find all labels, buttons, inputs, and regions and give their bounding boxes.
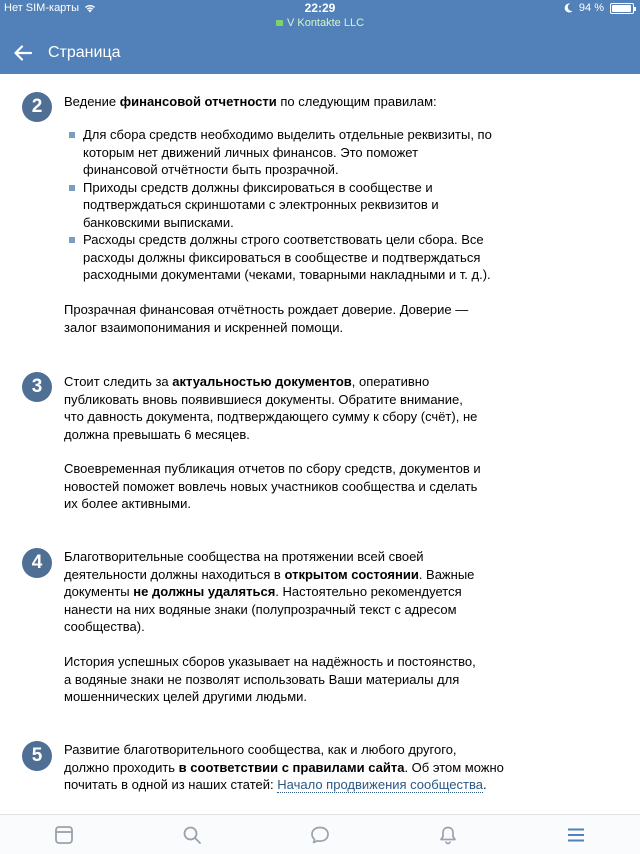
page-title: Страница	[48, 44, 121, 61]
status-bar	[0, 0, 640, 16]
text: Ведение	[64, 94, 120, 109]
messages-icon	[310, 825, 330, 845]
step-number-2: 2	[22, 92, 52, 122]
bold-text: не должны удаляться	[133, 584, 276, 599]
text: .	[482, 777, 487, 792]
battery-percent: 94 %	[578, 2, 604, 14]
section-5-paragraph-1	[64, 741, 504, 794]
news-icon	[54, 825, 74, 845]
step-number-4: 4	[22, 548, 52, 578]
tab-messages[interactable]	[300, 815, 340, 854]
section-2-bullet-list	[64, 126, 494, 284]
lock-icon	[276, 20, 283, 26]
notifications-icon	[438, 825, 458, 845]
tab-news[interactable]	[44, 815, 84, 854]
bottom-tab-bar	[0, 814, 640, 854]
battery-fill	[612, 5, 631, 12]
bold-text: открытом состоянии	[284, 566, 419, 582]
battery-icon	[610, 3, 634, 14]
step-number-5: 5	[22, 741, 52, 771]
text: Развитие благотворительного сообщества, как и любого другого, должно проходить	[64, 742, 457, 775]
section-4-paragraph-2: История успешных сборов указывает на надёжность и постоянство, а водяные знаки не позволят использовать Ваши материалы для мошеннических целей другими людьми.	[64, 654, 476, 704]
back-arrow-icon[interactable]	[12, 42, 34, 64]
tab-menu[interactable]	[556, 815, 596, 854]
step-number-3: 3	[22, 372, 52, 402]
list-item: Для сбора средств необходимо выделить отдельные реквизиты, по которым нет движений личных финансов. Это поможет финансовой отчётности быть прозрачной.	[64, 126, 494, 179]
list-item: Приходы средств должны фиксироваться в сообществе и подтверждаться скриншотами с электронных реквизитов и банковскими выписками.	[64, 179, 494, 232]
article-link[interactable]: Начало продвижения сообщества	[277, 777, 483, 792]
article-content	[0, 74, 640, 814]
site-label-bar	[0, 16, 640, 32]
text: Стоит следить за	[64, 374, 173, 389]
tab-notifications[interactable]	[428, 815, 468, 854]
text: . Важные документы	[64, 566, 475, 599]
text: Благотворительные сообщества на протяжении всей своей деятельности должны находиться в	[64, 549, 424, 582]
section-2-intro	[64, 93, 484, 111]
section-3-paragraph-2: Своевременная публикация отчетов по сбору средств, документов и новостей поможет вовлечь новых участников сообщества и сделать их более активными.	[64, 461, 481, 511]
app-header	[0, 32, 640, 74]
text: . Об этом можно почитать в одной из наших статей:	[64, 759, 504, 792]
text: . Настоятельно рекомендуется нанести на них водяные знаки (полупрозрачный текст с адресом сообщества).	[64, 584, 462, 634]
search-icon	[182, 825, 202, 845]
list-item: Расходы средств должны строго соответствовать цели сбора. Все расходы должны фиксироваться в сообществе и подтверждаться расходными документами (чеками, товарными накладными и т. д.).	[64, 231, 494, 284]
carrier-label: Нет SIM-карты	[4, 2, 80, 14]
bold-text: актуальностью документов	[172, 374, 352, 389]
site-label: V Kontakte LLC	[286, 17, 365, 29]
text: , оперативно публиковать вновь появившиеся документы. Обратите внимание, что давность документа, подтверждающего сумму к сбору (счёт), не должна превышать 6 месяцев.	[64, 374, 478, 442]
section-3-paragraph-1	[64, 373, 484, 443]
section-2-closing: Прозрачная финансовая отчётность рождает доверие. Доверие — залог взаимопонимания и искренней помощи.	[64, 302, 469, 335]
tab-search[interactable]	[172, 815, 212, 854]
menu-icon	[566, 825, 586, 845]
moon-icon	[564, 3, 573, 13]
bold-text: финансовой отчетности	[119, 94, 277, 109]
text: по следующим правилам:	[276, 94, 437, 109]
bold-text: в соответствии с правилами сайта	[178, 759, 405, 775]
clock: 22:29	[304, 1, 336, 15]
section-4-paragraph-1	[64, 548, 484, 636]
